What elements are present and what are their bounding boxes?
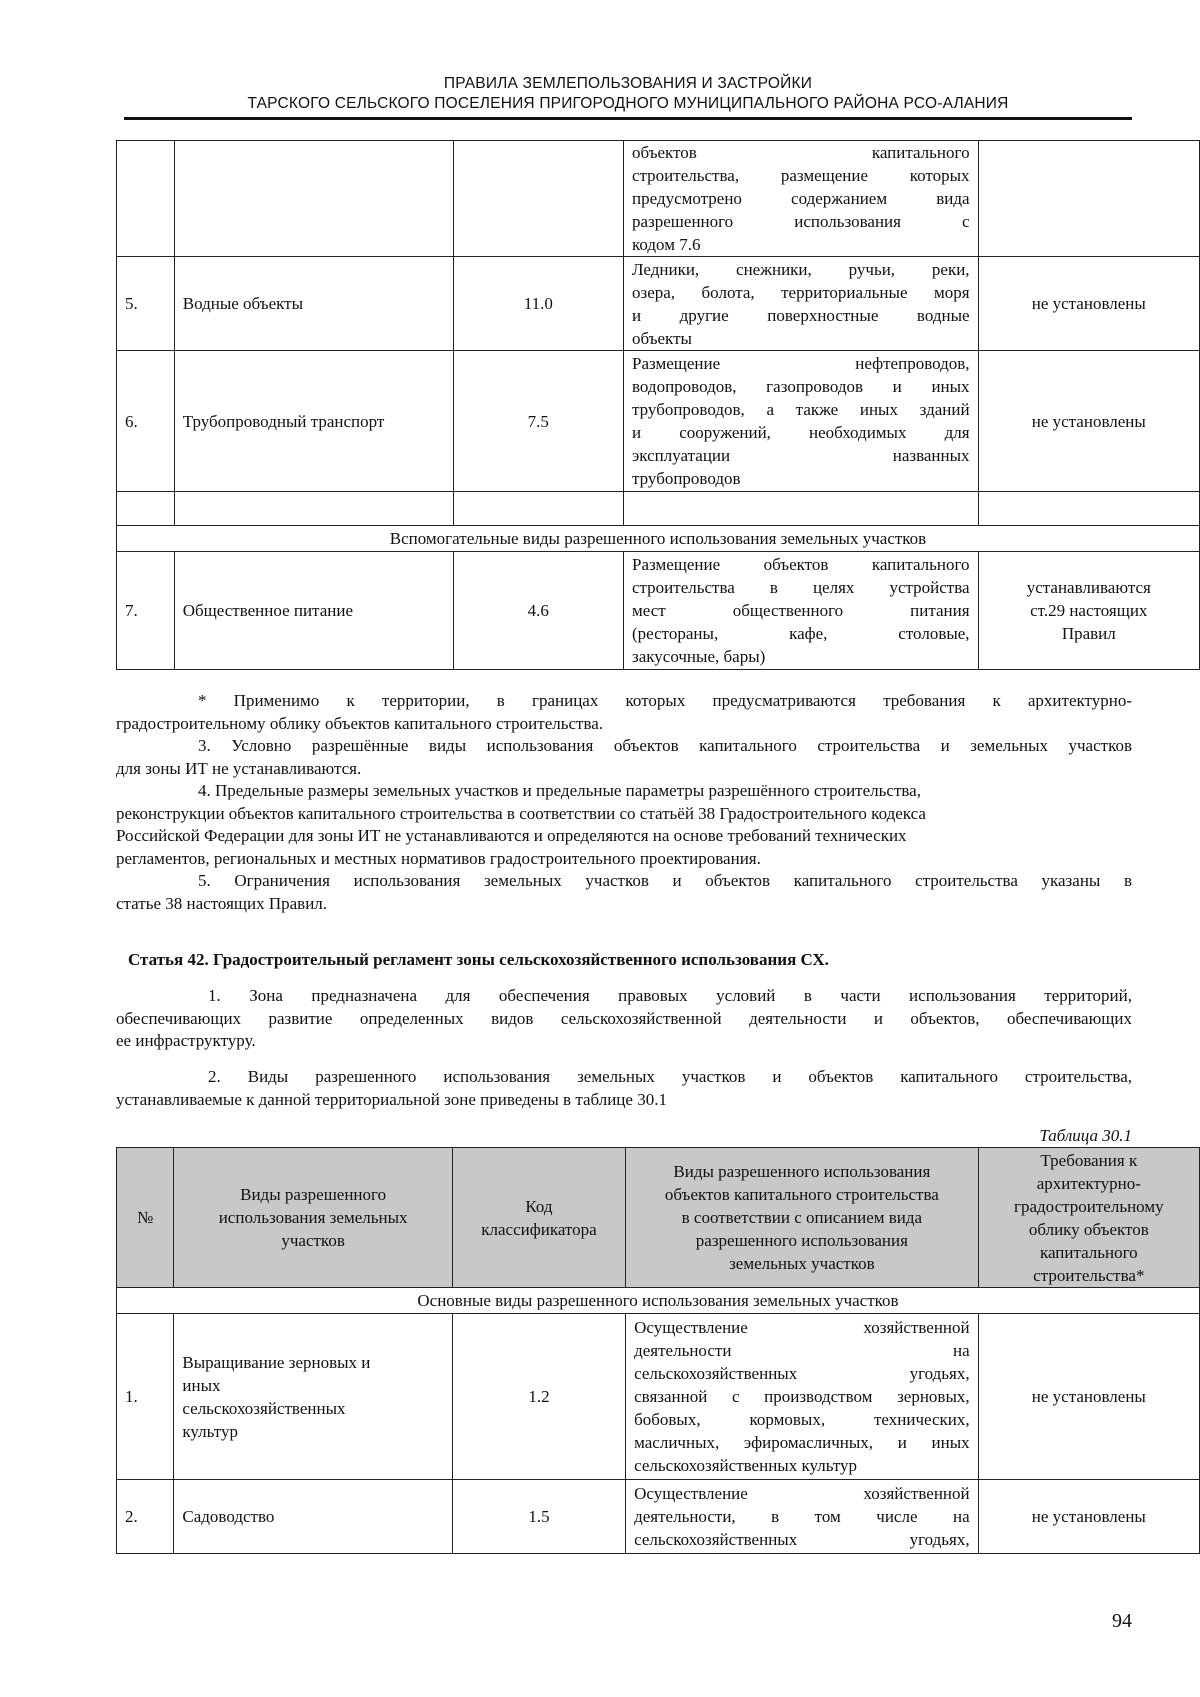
note-4: 4. Предельные размеры земельных участков и предельные параметры разрешённого строительства, реконструкции объектов капитального строительства в соответствии со статьёй 38 Градостроительного кодекса Российской Федерации для зоны ИТ не устанавливаются и определяются на основе требований технических регламентов, региональных и местных нормативов градостроительного проектирования. xyxy=(116,781,926,868)
row1-name: Выращивание зерновых и иных сельскохозяйственных культур xyxy=(174,1314,452,1480)
header-desc: Виды разрешенного использования объектов капитального строительства в соответствии с описанием вида разрешенного использования земельных участков xyxy=(626,1148,979,1288)
note-star: * Применимо к территории, в границах которых предусматриваются требования к архитектурно- градостроительному облику объектов капитального строительства. xyxy=(116,691,1132,733)
article-title: Статья 42. Градостроительный регламент зоны сельскохозяйственного использования СХ. xyxy=(128,950,829,969)
table-row: 1. Выращивание зерновых и иных сельскохозяйственных культур 1.2 Осуществление хозяйственной деятельности на сельскохозяйственных угодьях, связанной с производством зерновых, бобовых, кормовых, технических, масличных, эфиромасличных, и иных сельскохозяйственных культур не установлены xyxy=(117,1314,1200,1480)
header-rule xyxy=(124,117,1132,120)
row7-req: устанавливаются ст.29 настоящих Правил xyxy=(978,552,1199,670)
table-continued xyxy=(116,140,1200,670)
table-row: 5. Водные объекты 11.0 Ледники, снежники, ручьи, реки, озера, болота, территориальные моря и другие поверхностные водные объекты не установлены xyxy=(117,257,1200,351)
header-line-2: ТАРСКОГО СЕЛЬСКОГО ПОСЕЛЕНИЯ ПРИГОРОДНОГО МУНИЦИПАЛЬНОГО РАЙОНА РСО-АЛАНИЯ xyxy=(247,95,1009,112)
table-30-1 xyxy=(116,1147,1200,1554)
table-row: 6. Трубопроводный транспорт 7.5 Размещение нефтепроводов, водопроводов, газопроводов и иных трубопроводов, а также иных зданий и сооружений, необходимых для эксплуатации названных трубопроводов не установлены xyxy=(117,351,1200,492)
note-3: 3. Условно разрешённые виды использования объектов капитального строительства и земельных участков для зоны ИТ не устанавливаются. xyxy=(116,736,1132,778)
table-row: 7. Общественное питание 4.6 Размещение объектов капитального строительства в целях устройства мест общественного питания (рестораны, кафе, столовые, закусочные, бары) устанавливаются ст.29 настоящих Правил xyxy=(117,552,1200,670)
row1-desc: Осуществление хозяйственной деятельности на сельскохозяйственных угодьях, связанной с производством зерновых, бобовых, кормовых, технических, масличных, эфиромасличных, и иных сельскохозяйственных культур xyxy=(626,1314,979,1480)
row7-desc: Размещение объектов капитального строительства в целях устройства мест общественного питания (рестораны, кафе, столовые, закусочные, бары) xyxy=(624,552,979,670)
table-header-row xyxy=(117,1148,1200,1288)
header-req: Требования к архитектурно- градостроительному облику объектов капитального строительства* xyxy=(978,1148,1199,1288)
table-row xyxy=(117,141,1200,257)
section-row: Основные виды разрешенного использования земельных участков xyxy=(117,1288,1200,1314)
table-row: 2. Садоводство 1.5 Осуществление хозяйственной деятельности, в том числе на сельскохозяйственных угодьях, не установлены xyxy=(117,1480,1200,1554)
article-paragraph-2: 2. Виды разрешенного использования земельных участков и объектов капитального строительства, устанавливаемые к данной территориальной зоне приведены в таблице 30.1 xyxy=(116,1067,1132,1109)
table-row-empty xyxy=(117,492,1200,526)
row5-desc: Ледники, снежники, ручьи, реки, озера, болота, территориальные моря и другие поверхностные водные объекты xyxy=(624,257,979,351)
row6-desc: Размещение нефтепроводов, водопроводов, газопроводов и иных трубопроводов, а также иных зданий и сооружений, необходимых для эксплуатации названных трубопроводов xyxy=(624,351,979,492)
article-paragraph-1: 1. Зона предназначена для обеспечения правовых условий в части использования территорий, обеспечивающих развитие определенных видов сельскохозяйственной деятельности и объектов, обеспечивающих ее инфраструктуру. xyxy=(116,986,1132,1050)
header-name: Виды разрешенного использования земельных участков xyxy=(174,1148,452,1288)
header-line-1: ПРАВИЛА ЗЕМЛЕПОЛЬЗОВАНИЯ И ЗАСТРОЙКИ xyxy=(443,75,813,92)
page-number: 94 xyxy=(1112,1610,1132,1632)
note-5: 5. Ограничения использования земельных участков и объектов капитального строительства указаны в статье 38 настоящих Правил. xyxy=(116,871,1132,913)
table-caption: Таблица 30.1 xyxy=(1039,1126,1132,1145)
header-code: Код классификатора xyxy=(452,1148,625,1288)
header-num: № xyxy=(117,1148,174,1288)
row-cont-desc: объектов капитального строительства, размещение которых предусмотрено содержанием вида разрешенного использования с кодом 7.6 xyxy=(624,141,979,257)
section-row: Вспомогательные виды разрешенного использования земельных участков xyxy=(117,526,1200,552)
row2-desc: Осуществление хозяйственной деятельности, в том числе на сельскохозяйственных угодьях, xyxy=(626,1480,979,1554)
